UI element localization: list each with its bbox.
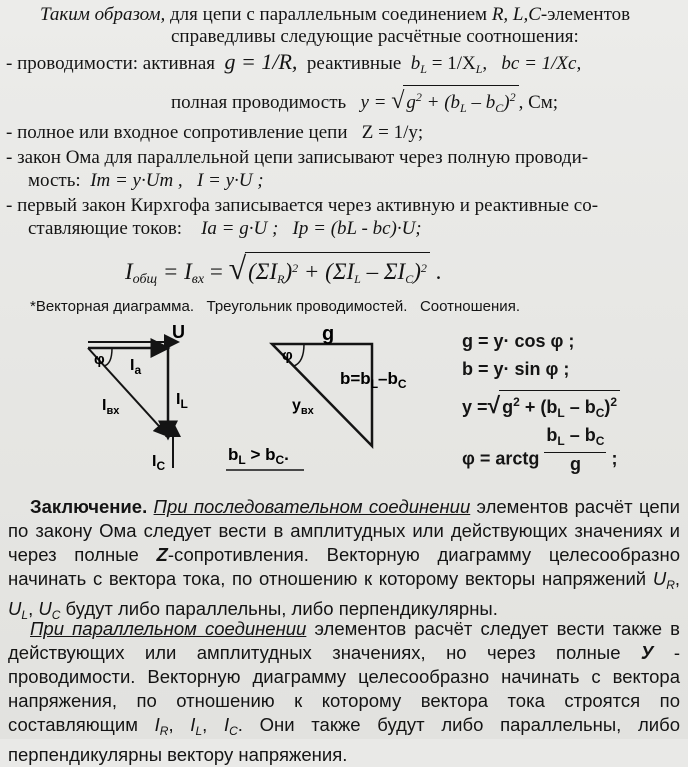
full-conductance-line: полная проводимость y = √ $g^2 + (b_L - b_C)^2$ , См;: [171, 85, 558, 119]
diagram-captions: *Векторная диаграмма. Треугольник проводимостей. Соотношения.: [30, 298, 520, 315]
kirchhoff-line-2: ставляющие токов: Ia = g·U ; Ip = (bL - bc)·U;: [28, 218, 422, 239]
label-phi: φ: [94, 351, 105, 368]
triangle-label-b: $b=b_L-b_C$: [340, 369, 407, 391]
label-Ivx: $I_{вх}$: [102, 397, 120, 417]
ohm-line-2: мость: Im = y·Um , I = y·U ;: [28, 170, 264, 191]
kirchhoff-line-1: - первый закон Кирхгофа записывается через активную и реактивные со-: [6, 195, 599, 216]
triangle-label-phi: φ: [282, 347, 293, 364]
intro-line-1: Таким образом, для цепи с параллельным соединением R, L,C-элементов: [40, 4, 631, 25]
sqrt-expression: $g^2 + (b_L - b_C)^2$: [403, 85, 518, 119]
impedance-line: - полное или входное сопротивление цепи Z = 1/y;: [6, 122, 424, 143]
total-current-formula: $I_{общ} = I_{вх} = √(\Sigma I_R)^2 + (\Sigma I_L - \Sigma I_C)^2$ .: [125, 252, 441, 295]
label-IL: $I_L$: [176, 391, 188, 411]
relation-4: φ = arctg $\frac{b_L - b_C}{g}$ ;: [462, 425, 618, 474]
conclusion-paragraph-2: При параллельном соединении элементов расчёт следует вести также в действующих или амплитудных значениях, но через полные У - проводимости. Векторную диаграмму целесообразно начинать с вектора напряжения, по отношению к которому вектора тока строятся по составляющим $I_R$, $I_L$, $I_C$. Они также будут либо параллельны, либо перпендикулярны вектору напряжения.: [8, 618, 681, 765]
label-U: U: [172, 322, 185, 342]
conductance-line: - проводимости: активная g = 1/R, реактивные $b_L = 1/X_L$, bc = 1/Xc,: [6, 49, 582, 76]
triangle-phi-arc: [294, 344, 304, 366]
conductance-triangle: [228, 318, 442, 478]
relation-3: y =√ $g^2 + (b_L - b_C)^2$: [462, 390, 620, 424]
triangle-condition: $b_L > b_C$.: [228, 445, 289, 467]
label-IC: $I_C$: [152, 453, 166, 473]
triangle-label-y: $y_{вх}$: [292, 397, 314, 417]
vector-diagram: [68, 318, 208, 478]
arctg-fraction: $\frac{b_L - b_C}{g}$: [546, 425, 605, 474]
relation-2: b = y· sin φ ;: [462, 359, 570, 379]
conclusion-paragraph-1: Заключение. При последовательном соединении элементов расчёт цепи по закону Ома следует вести в амплитудных или действующих значениях и через полные Z-сопротивления. Векторную диаграмму целесообразно начинать с вектора тока, по отношению к которому векторы напряжений $U_R$, $U_L$, $U_C$ будут либо параллельны, либо перпендикулярны.: [8, 496, 681, 622]
intro-line-2: справедливы следующие расчётные соотношения:: [171, 26, 579, 47]
triangle-label-g: g: [322, 323, 335, 345]
label-Ia: $I_a$: [130, 357, 142, 377]
relation-1: g = y· cos φ ;: [462, 331, 575, 351]
phi-arc: [104, 348, 112, 366]
ohm-line-1: - закон Ома для параллельной цепи записывают через полную проводи-: [6, 147, 589, 168]
